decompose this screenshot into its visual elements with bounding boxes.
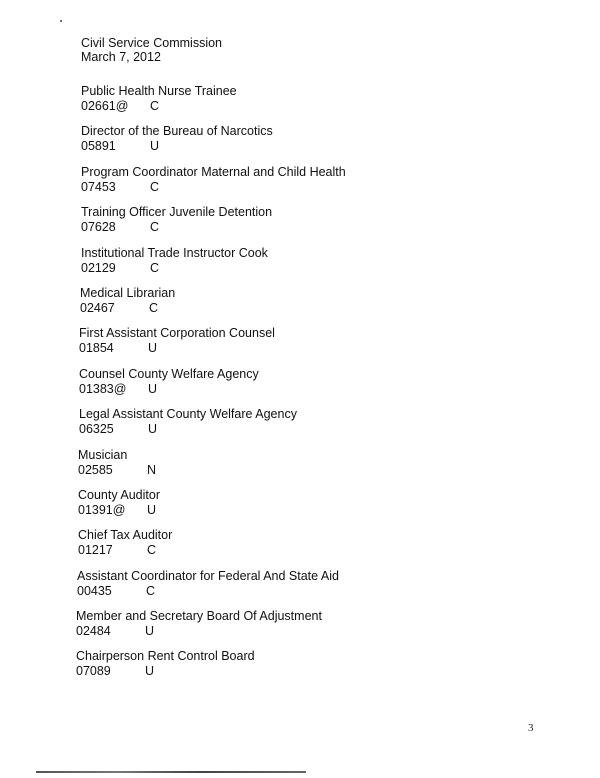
organization-name: Civil Service Commission: [81, 36, 222, 50]
list-item: [0, 448, 600, 488]
title-list: [0, 84, 600, 690]
title-code: 01854: [79, 341, 114, 356]
classification: U: [148, 341, 158, 356]
document-date: March 7, 2012: [81, 50, 161, 64]
classification: U: [150, 139, 160, 154]
code-row: [0, 139, 600, 154]
list-item: [0, 609, 600, 649]
code-row: [0, 341, 600, 356]
classification: U: [147, 502, 157, 517]
job-title: Medical Librarian: [80, 285, 176, 300]
job-title: Public Health Nurse Trainee: [81, 84, 237, 98]
classification: C: [150, 99, 160, 113]
code-row: [0, 99, 600, 114]
list-item: [0, 205, 600, 245]
title-code: 07628: [81, 220, 116, 235]
list-item: [0, 84, 600, 124]
list-item: [0, 407, 600, 447]
classification: U: [148, 422, 158, 437]
footer-rule: [36, 771, 306, 773]
page-number: 3: [528, 722, 534, 734]
list-item: [0, 124, 600, 164]
job-title: Chairperson Rent Control Board: [76, 649, 255, 664]
list-item: [0, 528, 600, 568]
title-code: 02484: [76, 624, 111, 639]
code-row: [0, 624, 600, 639]
list-item: [0, 649, 600, 689]
code-row: [0, 422, 600, 437]
job-title: Member and Secretary Board Of Adjustment: [76, 609, 322, 624]
job-title: Program Coordinator Maternal and Child Health: [81, 164, 346, 179]
classification: N: [147, 462, 157, 477]
scan-speck: [60, 20, 62, 22]
list-item: [0, 367, 600, 407]
code-row: [0, 584, 600, 599]
code-row: [0, 382, 600, 397]
job-title: Chief Tax Auditor: [78, 528, 173, 543]
list-item: [0, 326, 600, 366]
job-title: Training Officer Juvenile Detention: [81, 205, 273, 220]
code-row: [0, 180, 600, 195]
classification: C: [150, 260, 160, 275]
title-code: 01217: [78, 543, 113, 558]
job-title: Musician: [78, 447, 128, 462]
code-row: [0, 301, 600, 316]
title-code: 00435: [77, 583, 112, 598]
list-item: [0, 165, 600, 205]
title-code: 01383@: [79, 381, 127, 396]
code-row: [0, 664, 600, 679]
code-row: [0, 463, 600, 478]
job-title: First Assistant Corporation Counsel: [79, 326, 275, 341]
list-item: [0, 488, 600, 528]
classification: C: [150, 220, 160, 235]
job-title: Institutional Trade Instructor Cook: [81, 245, 268, 260]
title-code: 02129: [81, 260, 116, 275]
code-row: [0, 261, 600, 276]
title-code: 05891: [81, 139, 116, 154]
classification: C: [149, 300, 159, 315]
classification: C: [147, 543, 157, 558]
classification: C: [146, 583, 156, 598]
title-code: 01391@: [78, 502, 126, 517]
classification: U: [148, 381, 158, 396]
list-item: [0, 569, 600, 609]
classification: C: [150, 179, 160, 194]
document-header: [81, 36, 222, 64]
title-code: 07453: [81, 179, 116, 194]
job-title: County Auditor: [78, 487, 160, 502]
list-item: [0, 286, 600, 326]
code-row: [0, 543, 600, 558]
classification: U: [145, 624, 155, 639]
title-code: 06325: [79, 422, 114, 437]
title-code: 02661@: [81, 99, 129, 113]
classification: U: [145, 664, 155, 679]
list-item: [0, 246, 600, 286]
title-code: 02467: [80, 300, 115, 315]
job-title: Counsel County Welfare Agency: [79, 366, 259, 381]
job-title: Assistant Coordinator for Federal And State Aid: [77, 568, 339, 583]
job-title: Director of the Bureau of Narcotics: [81, 124, 273, 139]
title-code: 07089: [76, 664, 111, 679]
code-row: [0, 220, 600, 235]
code-row: [0, 503, 600, 518]
title-code: 02585: [78, 462, 113, 477]
job-title: Legal Assistant County Welfare Agency: [79, 407, 297, 422]
